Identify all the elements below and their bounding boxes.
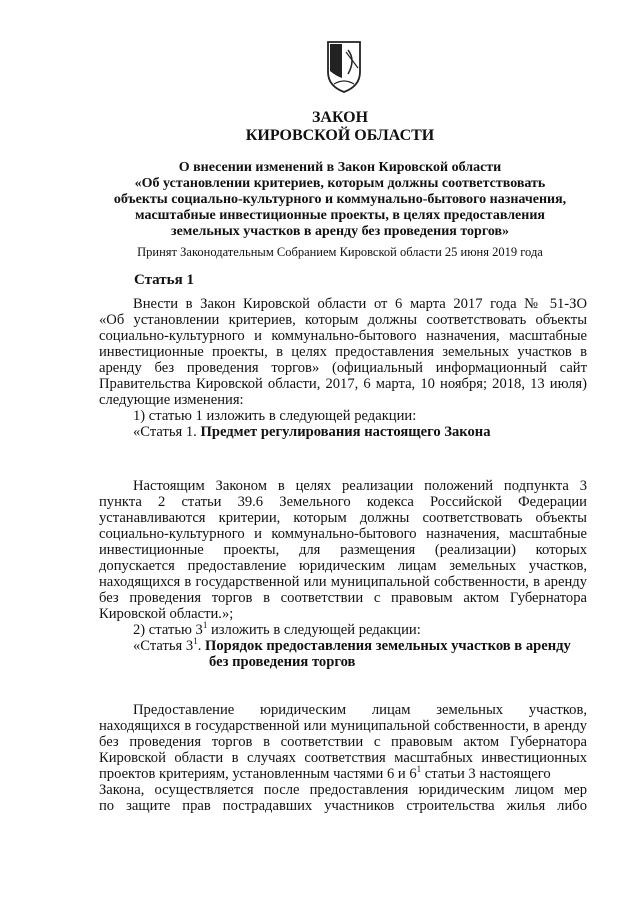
- text-line: без проведения торгов в соответствии с правовым актом Губернатора: [99, 590, 587, 606]
- text-line: Внести в Закон Кировской области от 6 марта 2017 года № 51-ЗО: [133, 296, 587, 312]
- subtitle-line: О внесении изменений в Закон Кировской области: [178, 160, 502, 175]
- article3-prefix: «Статья 3: [133, 638, 194, 654]
- text-line: находящихся в государственной или муниципальной собственности, в аренду: [99, 718, 587, 734]
- line5-part1: [99, 766, 551, 782]
- subtitle-line: объекты социально-культурного и коммунально-бытового назначения,: [113, 192, 567, 207]
- text-line: Предоставление юридическим лицам земельных участков,: [133, 702, 587, 718]
- article3-title: Порядок предоставления земельных участков в аренду: [205, 638, 571, 654]
- subtitle-line: земельных участков в аренду без проведения торгов»: [170, 224, 510, 239]
- text-line: Настоящим Законом в целях реализации положений подпункта 3: [133, 478, 587, 494]
- text-line: Закона, осуществляется после предоставления юридическим лицом мер: [99, 782, 587, 798]
- superscript: 1: [416, 764, 422, 774]
- superscript: 1: [202, 620, 208, 630]
- item2-text-after: изложить в следующей редакции:: [207, 622, 421, 638]
- superscript: 1: [193, 636, 198, 646]
- text-line: социально-культурного и коммунально-бытового назначения, масштабные: [99, 328, 587, 344]
- article1-body: [99, 478, 587, 670]
- article-heading: Статья 1: [134, 272, 194, 288]
- law-subtitle: [100, 160, 580, 240]
- article1-prefix: «Статья 1.: [133, 424, 197, 440]
- text-line: без проведения торгов в соответствии с правовым актом Губернатора: [99, 734, 587, 750]
- line5-text: проектов критериям, установленным частями 6 и 6: [99, 766, 417, 782]
- law-title-line1: ЗАКОН: [311, 109, 369, 126]
- text-line: допускается предоставление юридическим лицам земельных участков,: [99, 558, 587, 574]
- text-line: по защите прав пострадавших участников строительства жилья либо: [99, 798, 587, 814]
- line5-text-after: статьи 3 настоящего: [421, 766, 551, 782]
- text-line: следующие изменения:: [99, 392, 244, 408]
- article1-heading: [99, 424, 587, 440]
- text-line: социально-культурного и коммунально-бытового назначения, масштабные: [99, 526, 587, 542]
- item-1: 1) статью 1 изложить в следующей редакции:: [133, 408, 417, 424]
- text-line: Кировской области.»;: [99, 606, 234, 622]
- text-line: находящихся в государственной или муниципальной собственности, в аренду: [99, 574, 587, 590]
- text-line: инвестиционные проекты, для размещения (реализации) которых: [99, 542, 587, 558]
- subtitle-line: «Об установлении критериев, которым должны соответствовать: [134, 176, 546, 191]
- article3-body: [99, 702, 587, 814]
- text-line: Кировской области в случаях соответствия масштабных инвестиционных: [99, 750, 587, 766]
- article3-title-line2: без проведения торгов: [209, 654, 356, 670]
- intro-paragraph: [99, 296, 587, 440]
- coat-of-arms-icon: [322, 38, 366, 94]
- text-line: устанавливаются критерии, которым должны соответствовать объекты: [99, 510, 587, 526]
- subtitle-line: масштабные инвестиционные проекты, в целях предоставления: [135, 208, 545, 223]
- text-line: «Об установлении критериев, которым должны соответствовать объекты: [99, 312, 587, 328]
- adoption-note: Принят Законодательным Собранием Кировской области 25 июня 2019 года: [137, 245, 543, 259]
- text-line: пункта 2 статьи 39.6 Земельного кодекса Российской Федерации: [99, 494, 587, 510]
- text-line: [99, 766, 587, 782]
- law-title-line2: КИРОВСКОЙ ОБЛАСТИ: [245, 127, 435, 144]
- text-line: Правительства Кировской области, 2017, 6 марта, 10 ноября; 2018, 13 июля): [99, 376, 587, 392]
- text-line: инвестиционные проекты, в целях предоставления земельных участков в: [99, 344, 587, 360]
- item-2: [99, 622, 587, 638]
- article1-title: Предмет регулирования настоящего Закона: [200, 424, 491, 440]
- article3-dot: .: [197, 638, 202, 654]
- item2-text: 2) статью 3: [133, 622, 203, 638]
- article3-heading: [99, 638, 587, 654]
- text-line: аренду без проведения торгов» (официальный информационный сайт: [99, 360, 587, 376]
